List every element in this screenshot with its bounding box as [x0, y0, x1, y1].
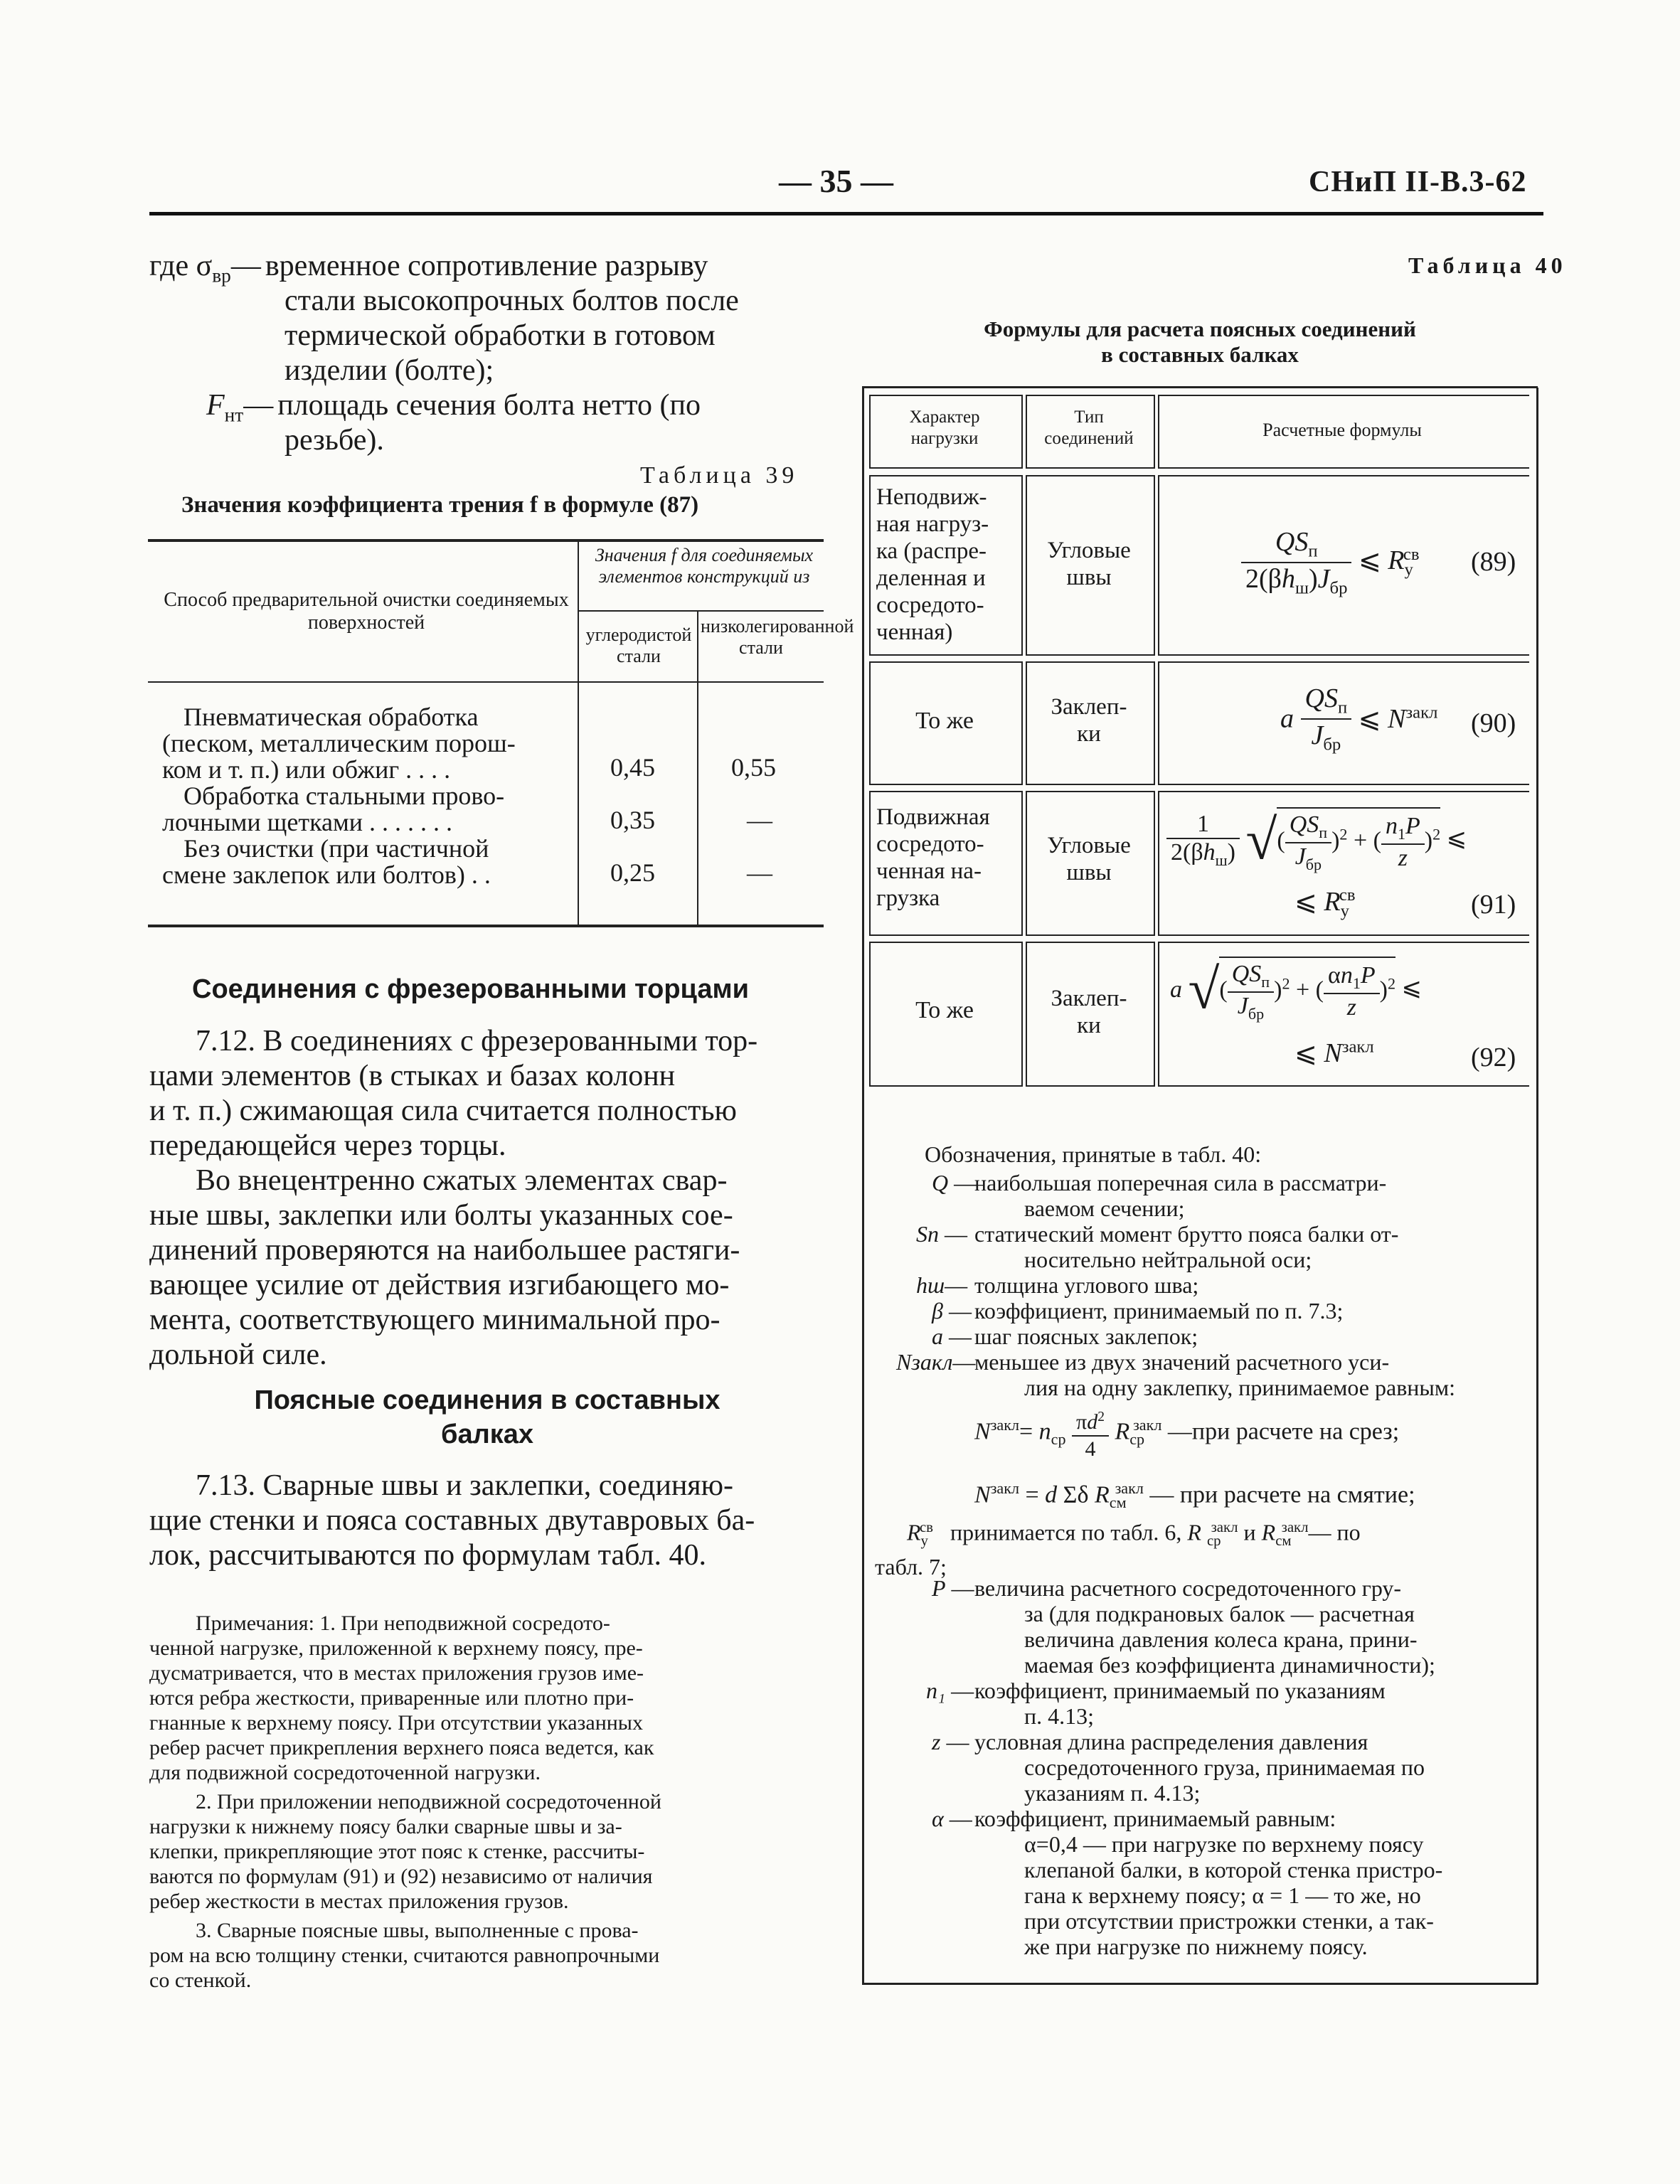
def-symbol: z: [932, 1729, 941, 1754]
definitions-list: [875, 1170, 1529, 1400]
def-line: п. 4.13;: [1024, 1703, 1095, 1729]
table40-col3-header: Расчетные формулы: [1262, 420, 1422, 440]
def-line: величина давления колеса крана, прини-: [1024, 1626, 1418, 1652]
def-line: же при нагрузке по нижнему поясу.: [1024, 1934, 1368, 1959]
note-line: ваются по формулам (91) и (92) независимо от наличия: [149, 1865, 653, 1888]
definition-item: z — условная длина распределения давления сосредоточенного груза, принимаемая по указаниям п. 4.13;: [875, 1729, 1529, 1806]
def-line: сосредоточенного груза, принимаемая по: [1024, 1754, 1425, 1780]
load-line: Неподвиж-: [876, 484, 987, 510]
definition-item: hш— толщина углового шва;: [916, 1272, 1199, 1298]
formula-number: (90): [1471, 708, 1516, 738]
def-symbol: Sп: [916, 1221, 939, 1247]
table-cell-carbon: 0,25: [610, 858, 655, 887]
table-row: [162, 783, 575, 836]
note-line: ченной нагрузке, приложенной к верхнему поясу, пре-: [149, 1636, 643, 1660]
table39-bottom-rule: [148, 925, 824, 927]
intro-term: где σ: [149, 250, 213, 282]
ry-definition: $R_у^{св}$ принимается по табл. 6, R $_{ср}^{закл}$ и $R_{см}^{закл}—$ по табл. 7;: [875, 1515, 1529, 1580]
load-line: ченная на-: [876, 858, 982, 884]
load-type-cell: [876, 484, 1019, 646]
load-line: деленная и: [876, 565, 986, 591]
formula-90: a $\frac{QS_п}{J_{бр}}$ ⩽ $N^{закл}$: [1280, 683, 1438, 755]
def-line: при отсутствии пристрожки стенки, а так-: [1024, 1908, 1434, 1934]
type-line: швы: [1066, 860, 1112, 885]
def-symbol: Nзакл: [896, 1349, 953, 1375]
type-line: ки: [1077, 1013, 1101, 1038]
table40-col2-header: Тип соединений: [1044, 407, 1134, 448]
note-line: 3. Сварные поясные швы, выполненные с прова-: [196, 1919, 639, 1942]
para-line: цами элементов (в стыках и базах колонн: [149, 1060, 676, 1092]
note-line: ребер жесткости в местах приложения грузов.: [149, 1890, 569, 1913]
table-cell-carbon: 0,45: [610, 753, 655, 782]
note-line: со стенкой.: [149, 1969, 252, 1992]
intro-term: F: [206, 389, 225, 422]
para-line: передающейся через торцы.: [149, 1129, 506, 1162]
table40-title-line: в составных балках: [1101, 342, 1299, 367]
def-line: наибольшая поперечная сила в рассматри-: [974, 1170, 1387, 1195]
def-symbol: α: [932, 1806, 944, 1831]
def-symbol: a: [932, 1323, 943, 1349]
definition-item: Q — наибольшая поперечная сила в рассматри- ваемом сечении;: [875, 1170, 1529, 1221]
connection-type-cell: [1028, 537, 1149, 591]
formula-number: (92): [1471, 1043, 1516, 1072]
para-line: 7.13. Сварные швы и заклепки, соединяю-: [196, 1469, 733, 1502]
definition-item: Sп — статический момент брутто пояса балки от- носительно нейтральной оси;: [875, 1221, 1529, 1272]
table40-col1-header: Характер нагрузки: [909, 407, 980, 448]
table-cell-lowalloy: —: [747, 858, 772, 887]
connection-type-cell: [1028, 832, 1149, 886]
intro-term-sub: вр: [212, 265, 231, 287]
note-line: клепки, прикрепляющие этот пояс к стенке, рассчиты-: [149, 1840, 645, 1863]
def-line: величина расчетного сосредоточенного гру-: [974, 1575, 1402, 1601]
def-line: коэффициент, принимаемый равным:: [974, 1806, 1336, 1831]
formula-number: (91): [1471, 890, 1516, 920]
load-type-cell: [876, 804, 1019, 912]
table40-title-line: Формулы для расчета поясных соединений: [984, 316, 1416, 341]
definition-item: a — шаг поясных заклепок;: [932, 1323, 1198, 1349]
table40-left-border: [862, 388, 864, 1984]
intro-line: стали высокопрочных болтов после: [285, 284, 739, 317]
ry-text: табл. 7;: [875, 1554, 947, 1580]
table-row: [162, 704, 575, 783]
load-type-cell: То же: [915, 708, 974, 734]
method-line: лочными щетками . . . . . . .: [162, 808, 453, 836]
table40-right-border: [1536, 388, 1538, 1984]
def-line: коэффициент, принимаемый по п. 7.3;: [974, 1298, 1344, 1323]
formula-shear: $N^{закл}= n_{ср}$ $\frac{\pi d^2}{4}$ $R_{ср}^{закл}$ —при расчете на срез;: [974, 1405, 1399, 1462]
note-line: гнанные к верхнему поясу. При отсутствии указанных: [149, 1711, 643, 1735]
def-line: коэффициент, принимаемый по указаниям: [974, 1678, 1386, 1703]
def-line: гана к верхнему поясу; α = 1 — то же, но: [1024, 1882, 1421, 1908]
intro-block: [149, 249, 832, 458]
intro-line: резьбе).: [285, 424, 384, 457]
connection-type-cell: [1028, 985, 1149, 1039]
para-line: щие стенки и пояса составных двутавровых ба-: [149, 1504, 755, 1537]
note-line: ром на всю толщину стенки, считаются равнопрочными: [149, 1944, 660, 1967]
definition-item: β — коэффициент, принимаемый по п. 7.3;: [932, 1298, 1344, 1323]
shear-label: —при расчете на срез;: [1167, 1418, 1400, 1445]
table39-header-rule: [148, 681, 824, 683]
note-line: ются ребра жесткости, приваренные или плотно при-: [149, 1686, 634, 1710]
def-line: маемая без коэффициента динамичности);: [1024, 1652, 1435, 1678]
para-line: дольной силе.: [149, 1338, 327, 1371]
para-line: ные швы, заклепки или болты указанных сое-: [149, 1199, 733, 1232]
def-line: шаг поясных заклепок;: [974, 1323, 1198, 1349]
type-line: швы: [1066, 565, 1112, 590]
load-line: сосредото-: [876, 592, 984, 618]
type-line: Заклеп-: [1051, 694, 1127, 720]
connection-type-cell: [1028, 693, 1149, 747]
table40-bottom-rule: [862, 1983, 1538, 1985]
intro-dash: —: [230, 250, 261, 282]
section-title-line: балках: [440, 1419, 534, 1449]
section-title: [149, 1383, 825, 1451]
header-rule: [149, 212, 1543, 215]
formula-92: a √( $\frac{QS_п}{J_{бр}}$ )$^2$ + ( $\frac{\alpha n_1P}{z}$ )$^2$ ⩽: [1170, 957, 1422, 1023]
note-line: Примечания: 1. При неподвижной сосредото-: [196, 1612, 610, 1635]
load-line: грузка: [876, 885, 940, 911]
note-line: для подвижной сосредоточенной нагрузки.: [149, 1761, 541, 1784]
def-line: клепаной балки, в которой стенка пристро-: [1024, 1857, 1443, 1882]
intro-text: площадь сечения болта нетто (по: [277, 389, 701, 422]
table40-top-rule: [862, 386, 1538, 388]
note-line: нагрузки к нижнему поясу балки сварные швы и за-: [149, 1815, 622, 1838]
intro-line: термической обработки в готовом: [285, 319, 716, 352]
table-cell-lowalloy: —: [747, 806, 772, 834]
def-line: толщина углового шва;: [974, 1272, 1199, 1298]
load-line: ченная): [876, 619, 953, 645]
def-line: указаниям п. 4.13;: [1024, 1780, 1201, 1806]
def-line: ваемом сечении;: [1024, 1195, 1185, 1221]
definition-item: α — коэффициент, принимаемый равным: α=0,4 — при нагрузке по верхнему поясу клепаной балки, в которой стенка пристро- гана к верхнему поясу; α = 1 — то же, но при отсутствии пристрожки стенки, а так- же при нагрузке по нижнему поясу.: [875, 1806, 1529, 1959]
def-symbol: Q: [932, 1170, 949, 1195]
def-line: меньшее из двух значений расчетного уси-: [974, 1349, 1390, 1375]
ry-text: и: [1243, 1519, 1256, 1545]
def-line: лия на одну заклепку, принимаемое равным:: [1024, 1375, 1456, 1400]
formula-number: (89): [1471, 547, 1516, 577]
table39-title: Значения коэффициента трения f в формуле (87): [181, 492, 699, 518]
table39-group-header: Значения f для соединяемых элементов конструкций из: [595, 545, 814, 587]
intro-line: [149, 249, 832, 287]
para-line: вающее усилие от действия изгибающего мо-: [149, 1269, 730, 1301]
ry-text: — по: [1308, 1519, 1361, 1545]
table39-vline: [578, 542, 579, 925]
method-line: смене заклепок или болтов) . .: [162, 861, 491, 889]
note-line: дусматривается, что в местах приложения грузов име-: [149, 1661, 644, 1685]
page-number: — 35 —: [779, 163, 893, 199]
table39-vline: [697, 612, 698, 925]
bearing-label: — при расчете на смятие;: [1149, 1481, 1415, 1508]
section-title: Соединения с фрезерованными торцами: [192, 974, 749, 1004]
table-row: [162, 836, 575, 888]
definitions-list-2: [875, 1575, 1529, 1959]
table39-top-rule: [148, 539, 824, 542]
intro-dash: —: [243, 389, 274, 422]
method-line: ком и т. п.) или обжиг . . . .: [162, 755, 451, 784]
intro-line: [149, 388, 832, 426]
table40-title: [862, 316, 1538, 368]
para-line: лок, рассчитываются по формулам табл. 40.: [149, 1539, 706, 1572]
table-cell-carbon: 0,35: [610, 806, 655, 834]
method-line: Без очистки (при частичной: [184, 834, 489, 863]
load-line: ная нагруз-: [876, 511, 989, 537]
table39-col1-header: Способ предварительной очистки соединяемых поверхностей: [164, 589, 569, 634]
method-line: Обработка стальными прово-: [184, 782, 505, 810]
def-line: за (для подкрановых балок — расчетная: [1024, 1601, 1415, 1626]
formula-91: $\frac{1}{2(\beta h_ш)}$ √( $\frac{QS_п}{J_{бр}}$ )$^2$ + ( $\frac{n_1P}{z}$ )$^2$ ⩽: [1166, 807, 1467, 874]
def-line: носительно нейтральной оси;: [1024, 1247, 1312, 1272]
paragraph-712: [149, 1024, 825, 1373]
load-line: ка (распре-: [876, 538, 987, 564]
defs-intro: Обозначения, принятые в табл. 40:: [925, 1141, 1262, 1167]
para-line: 7.12. В соединениях с фрезерованными тор-: [196, 1025, 758, 1058]
load-line: сосредото-: [876, 831, 984, 857]
note-line: 2. При приложении неподвижной сосредоточенной: [196, 1790, 661, 1813]
note-line: ребер расчет прикрепления верхнего пояса ведется, как: [149, 1736, 654, 1759]
type-line: Угловые: [1047, 538, 1131, 563]
table39-label: Таблица 39: [640, 462, 799, 489]
intro-line: изделии (болте);: [285, 354, 494, 387]
intro-text: временное сопротивление разрыву: [265, 250, 708, 282]
document-code: СНиП II-В.3-62: [1309, 166, 1527, 198]
table39-col3-header: низколегированной стали: [701, 616, 854, 658]
para-line: и т. п.) сжимающая сила считается полностью: [149, 1094, 737, 1127]
table40-label: Таблица 40: [1408, 252, 1567, 278]
def-symbol: n₁: [926, 1678, 946, 1703]
table39-col2-header: углеродистой стали: [585, 624, 692, 666]
table39-subheader-rule: [578, 610, 824, 612]
para-line: динений проверяются на наибольшее растяги-: [149, 1234, 740, 1267]
formula-89: $\frac{QS_п}{2(\beta h_ш)J_{бр}}$ ⩽ $R_у^{св}$: [1241, 526, 1419, 598]
def-line: α=0,4 — при нагрузке по верхнему поясу: [1024, 1831, 1424, 1857]
def-line: условная длина распределения давления: [974, 1729, 1368, 1754]
load-type-cell: То же: [915, 997, 974, 1023]
section-title-line: Поясные соединения в составных: [254, 1385, 721, 1415]
table39-body: [162, 704, 575, 888]
type-line: ки: [1077, 721, 1101, 747]
type-line: Заклеп-: [1051, 986, 1127, 1011]
def-symbol: hш: [916, 1272, 945, 1298]
definition-item: P — величина расчетного сосредоточенного гру- за (для подкрановых балок — расчетная величина давления колеса крана, прини- маемая без коэффициента динамичности);: [875, 1575, 1529, 1678]
def-line: статический момент брутто пояса балки от-: [974, 1221, 1399, 1247]
para-line: Во внецентренно сжатых элементах свар-: [196, 1164, 728, 1197]
definition-item: Nзакл— меньшее из двух значений расчетного уси- лия на одну заклепку, принимаемое равным:: [875, 1349, 1529, 1400]
method-line: Пневматическая обработка: [184, 703, 479, 731]
paragraph-713: [149, 1469, 825, 1573]
type-line: Угловые: [1047, 833, 1131, 858]
load-line: Подвижная: [876, 804, 990, 830]
formula-bearing: $N^{закл} = d$ Σδ $R_{см}^{закл}$ — при расчете на смятие;: [974, 1479, 1415, 1512]
para-line: мента, соответствующего минимальной про-: [149, 1304, 721, 1336]
table-cell-lowalloy: 0,55: [731, 753, 776, 782]
notes-block: [149, 1611, 825, 1993]
formula-92-rhs: ⩽ $N^{закл}$: [1294, 1037, 1374, 1068]
method-line: (песком, металлическим порош-: [162, 729, 516, 757]
def-symbol: β: [932, 1298, 943, 1323]
def-symbol: P: [932, 1575, 946, 1601]
ry-text: принимается по табл. 6,: [950, 1519, 1182, 1545]
definition-item: n₁ — коэффициент, принимаемый по указаниям п. 4.13;: [875, 1678, 1529, 1729]
intro-term-sub: нт: [224, 404, 244, 426]
formula-91-rhs: ⩽ $R_у^{св}$: [1294, 885, 1356, 921]
